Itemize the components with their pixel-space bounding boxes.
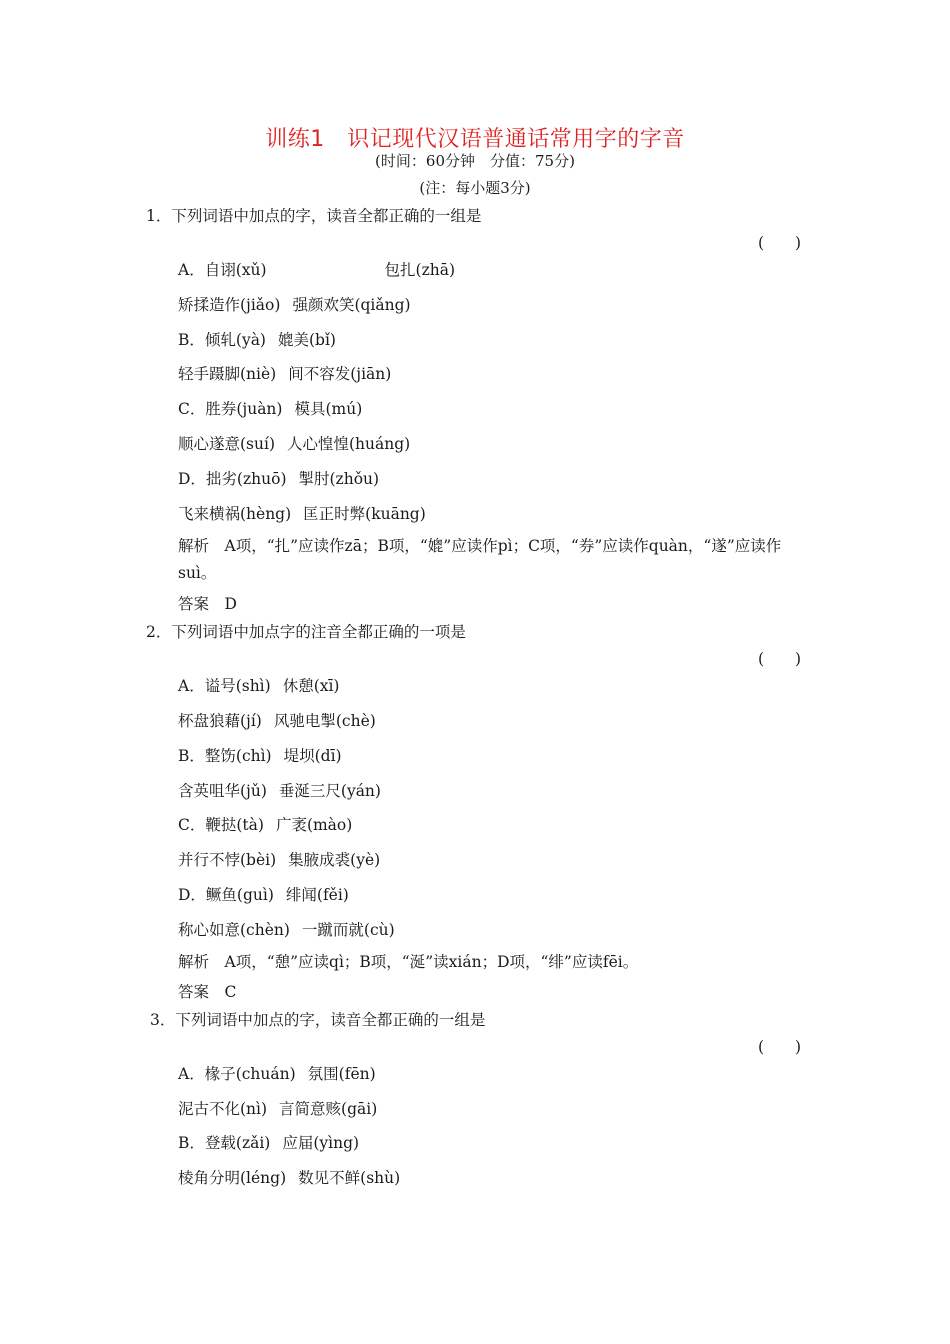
q3-option-b-line2 xyxy=(178,1166,400,1188)
q1-b-word-4: 间不容发(jiān) xyxy=(288,365,392,383)
q1-d-word-4: 匡正时弊(kuāng) xyxy=(303,505,426,523)
q2-d-word-2: 绯闻(fěi) xyxy=(285,886,349,904)
q2-d-word-3: 称心如意(chèn) xyxy=(178,921,290,939)
q3-a-word-1: A．椽子(chuán) xyxy=(178,1065,296,1083)
q1-c-word-4: 人心惶惶(huáng) xyxy=(287,435,411,453)
q3-a-word-4: 言简意赅(gāi) xyxy=(279,1100,378,1118)
q1-b-word-2: 媲美(bǐ) xyxy=(277,331,336,349)
q1-option-b-line2 xyxy=(178,362,391,384)
q1-option-b-line1 xyxy=(178,328,336,350)
q1-d-word-1: D．拙劣(zhuō) xyxy=(178,470,287,488)
q2-d-word-1: D．鳜鱼(guì) xyxy=(178,886,274,904)
q3-option-a-line1 xyxy=(178,1062,376,1084)
q1-a-word-3: 矫揉造作(jiǎo) xyxy=(178,296,281,314)
q2-a-word-2: 休憩(xī) xyxy=(282,677,340,695)
q2-option-d-line1 xyxy=(178,883,349,905)
q3-a-word-3: 泥古不化(nì) xyxy=(178,1100,268,1118)
q3-b-word-3: 棱角分明(léng) xyxy=(178,1169,287,1187)
q1-c-word-3: 顺心遂意(suí) xyxy=(178,435,275,453)
q2-option-a-line1 xyxy=(178,674,339,696)
q1-option-c-line2 xyxy=(178,432,410,454)
q2-c-word-2: 广袤(mào) xyxy=(275,816,353,834)
q2-option-c-line2 xyxy=(178,848,380,870)
q3-b-word-2: 应届(yìng) xyxy=(282,1134,360,1152)
question-2-answer-blank: ( ) xyxy=(758,650,802,668)
q3-option-b-line1 xyxy=(178,1131,359,1153)
q2-d-word-4: 一蹴而就(cù) xyxy=(301,921,395,939)
q2-b-word-4: 垂涎三尺(yán) xyxy=(278,782,381,800)
q1-a-word-1: A．自诩(xǔ) xyxy=(178,261,267,279)
q1-option-d-line2 xyxy=(178,502,426,524)
q2-a-word-4: 风驰电掣(chè) xyxy=(273,712,376,730)
q3-option-a-line2 xyxy=(178,1097,377,1119)
q3-b-word-1: B．登载(zǎi) xyxy=(178,1134,271,1152)
q3-b-word-4: 数见不鲜(shù) xyxy=(298,1169,401,1187)
q1-option-c-line1 xyxy=(178,397,362,419)
q2-a-word-1: A．谥号(shì) xyxy=(178,677,271,695)
q2-c-word-3: 并行不悖(bèi) xyxy=(178,851,277,869)
q1-explanation: 解析 A项，“扎”应读作zā；B项，“媲”应读作pì；C项，“券”应读作quàn，“遂”应读作suì。 xyxy=(178,537,782,582)
q3-a-word-2: 氛围(fēn) xyxy=(307,1065,376,1083)
q2-option-c-line1 xyxy=(178,813,352,835)
question-1-answer-blank: ( ) xyxy=(758,234,802,252)
q2-answer: 答案 C xyxy=(178,983,237,1001)
q1-b-word-3: 轻手蹑脚(niè) xyxy=(178,365,277,383)
time-info: (时间：60分钟 分值：75分) xyxy=(375,152,575,170)
question-2-stem: 2．下列词语中加点字的注音全都正确的一项是 xyxy=(146,623,466,641)
question-1-stem: 1．下列词语中加点的字，读音全都正确的一组是 xyxy=(146,207,482,225)
q2-option-b-line1 xyxy=(178,744,342,766)
q1-c-word-2: 模具(mú) xyxy=(294,400,363,418)
q2-b-word-3: 含英咀华(jǔ) xyxy=(178,782,267,800)
q1-a-word-2: 包扎(zhā) xyxy=(384,261,455,279)
q1-c-word-1: C．胜券(juàn) xyxy=(178,400,283,418)
question-3-answer-blank: ( ) xyxy=(758,1038,802,1056)
q2-explanation: 解析 A项，“憩”应读qì；B项，“涎”读xián；D项，“绯”应读fēi。 xyxy=(178,953,639,971)
q2-option-d-line2 xyxy=(178,918,395,940)
q2-c-word-4: 集腋成裘(yè) xyxy=(288,851,381,869)
q1-option-a-line1 xyxy=(178,258,455,280)
q2-b-word-2: 堤坝(dī) xyxy=(283,747,342,765)
page-title: 训练1 识记现代汉语普通话常用字的字音 xyxy=(265,127,685,152)
q2-option-b-line2 xyxy=(178,779,381,801)
q1-option-d-line1 xyxy=(178,467,379,489)
question-3-stem: 3．下列词语中加点的字，读音全都正确的一组是 xyxy=(150,1011,486,1029)
q2-option-a-line2 xyxy=(178,709,376,731)
q2-b-word-1: B．整饬(chì) xyxy=(178,747,272,765)
q1-d-word-2: 掣肘(zhǒu) xyxy=(298,470,380,488)
q2-a-word-3: 杯盘狼藉(jí) xyxy=(178,712,262,730)
q1-option-a-line2 xyxy=(178,293,411,315)
q1-answer: 答案 D xyxy=(178,595,237,613)
q1-a-word-4: 强颜欢笑(qiǎng) xyxy=(292,296,411,314)
q1-d-word-3: 飞来横祸(hèng) xyxy=(178,505,292,523)
score-note: (注：每小题3分) xyxy=(419,179,531,197)
q1-b-word-1: B．倾轧(yà) xyxy=(178,331,266,349)
q2-c-word-1: C．鞭挞(tà) xyxy=(178,816,264,834)
